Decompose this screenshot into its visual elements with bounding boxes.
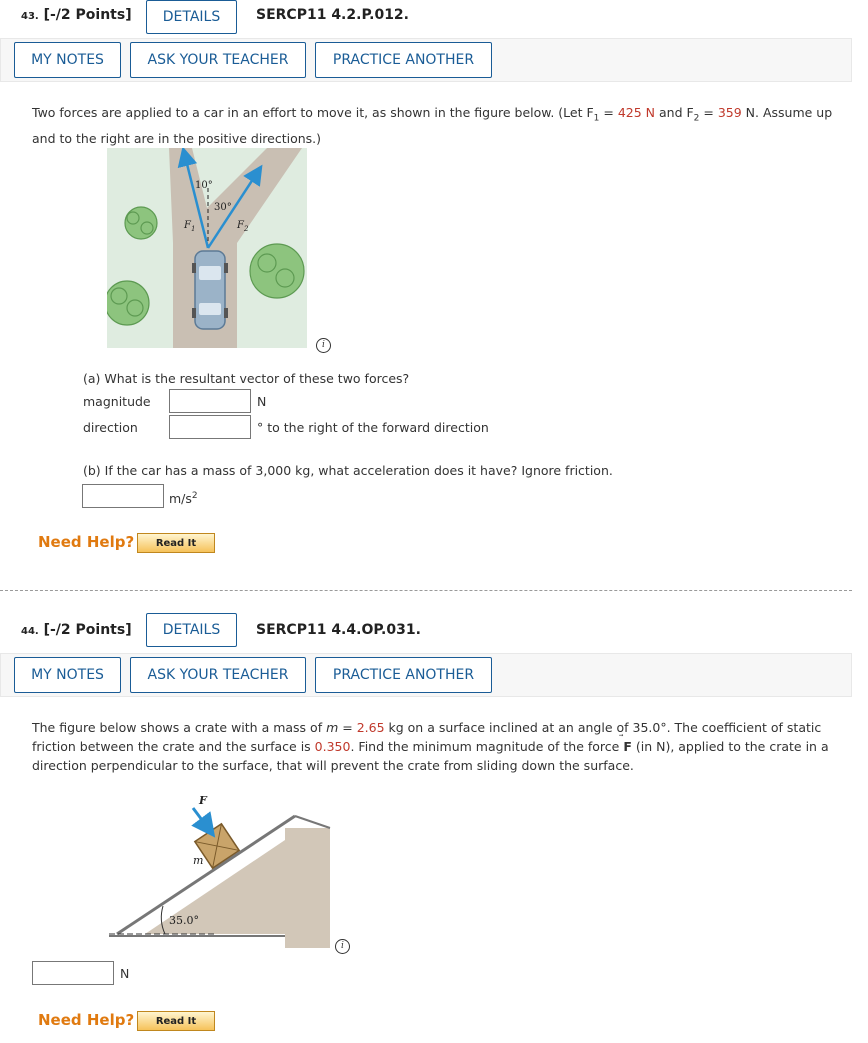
bush [125,207,157,239]
car-forces-figure [107,148,307,348]
magnitude-input[interactable] [169,389,251,413]
direction-unit: ° to the right of the forward direction [257,420,489,435]
bush [107,281,149,325]
f1-value: 425 N [617,105,656,120]
q44-my-notes-button[interactable]: MY NOTES [14,657,121,693]
f2-label: $F_2$ [237,220,249,233]
q44-read-it-button[interactable]: Read It [137,1011,215,1031]
mass-value: 2.65 [356,720,385,735]
f1-label: $F_1$ [184,220,196,233]
q43-points: [-/2 Points] [43,7,132,23]
question-divider [0,590,852,591]
acceleration-input[interactable] [82,484,164,508]
q43-ask-teacher-button[interactable]: ASK YOUR TEACHER [130,42,306,78]
q43-problem-text: Two forces are applied to a car in an effort to move it, as shown in the figure below. (Let $F_1 = 425$ N and $F_2 = 359$ N. Assume up and to the right are in the positive directions.) [32,105,833,146]
incline-angle-label: 35.0° [169,914,199,927]
q44-details-button[interactable]: DETAILS [146,613,237,647]
force-answer-unit: N [120,966,130,981]
mu-value: 0.350 [314,739,351,754]
mass-label: m [193,854,204,867]
direction-input[interactable] [169,415,251,439]
q43-code: SERCP11 4.2.P.012. [256,7,409,23]
force-label: F [199,794,207,807]
car-icon [192,251,228,329]
f2-value: 359 [717,105,742,120]
q43-number: 43. [21,11,39,22]
q44-problem-text: The figure below shows a crate with a mass of m = 2.65 kg on a surface inclined at an angle of 35.0°. The coefficient of static friction between the crate and the surface is 0.350. Find the minimum magnitude of the force F (in N), applied to the crate in a direction perpendicular to the surface, that will prevent the crate from sliding down the surface. [32,720,829,773]
q43-header [21,7,132,23]
force-answer-input[interactable] [32,961,114,985]
acceleration-unit: $m/s^2$ [169,491,198,507]
q44-number: 44. [21,626,39,637]
q43-part-b: (b) If the car has a mass of 3,000 kg, what acceleration does it have? Ignore friction. [83,463,613,478]
q44-code: SERCP11 4.4.OP.031. [256,622,421,638]
q44-figure-info-icon[interactable]: i [335,939,350,954]
incline-crate-figure [105,788,335,948]
q43-need-help: Need Help? [38,533,135,551]
bush [250,244,304,298]
angle1-label: 10° [195,180,213,191]
direction-label: direction [83,420,138,435]
q44-points: [-/2 Points] [43,622,132,638]
q43-read-it-button[interactable]: Read It [137,533,215,553]
q43-details-button[interactable]: DETAILS [146,0,237,34]
q43-practice-another-button[interactable]: PRACTICE ANOTHER [315,42,492,78]
q43-my-notes-button[interactable]: MY NOTES [14,42,121,78]
magnitude-label: magnitude [83,394,151,409]
q44-ask-teacher-button[interactable]: ASK YOUR TEACHER [130,657,306,693]
magnitude-unit: N [257,394,267,409]
q44-need-help: Need Help? [38,1011,135,1029]
angle2-label: 30° [214,202,232,213]
q44-practice-another-button[interactable]: PRACTICE ANOTHER [315,657,492,693]
q44-header [21,622,132,638]
q43-part-a: (a) What is the resultant vector of these two forces? [83,371,410,386]
q43-figure-info-icon[interactable]: i [316,338,331,353]
force-arrow [193,808,208,828]
